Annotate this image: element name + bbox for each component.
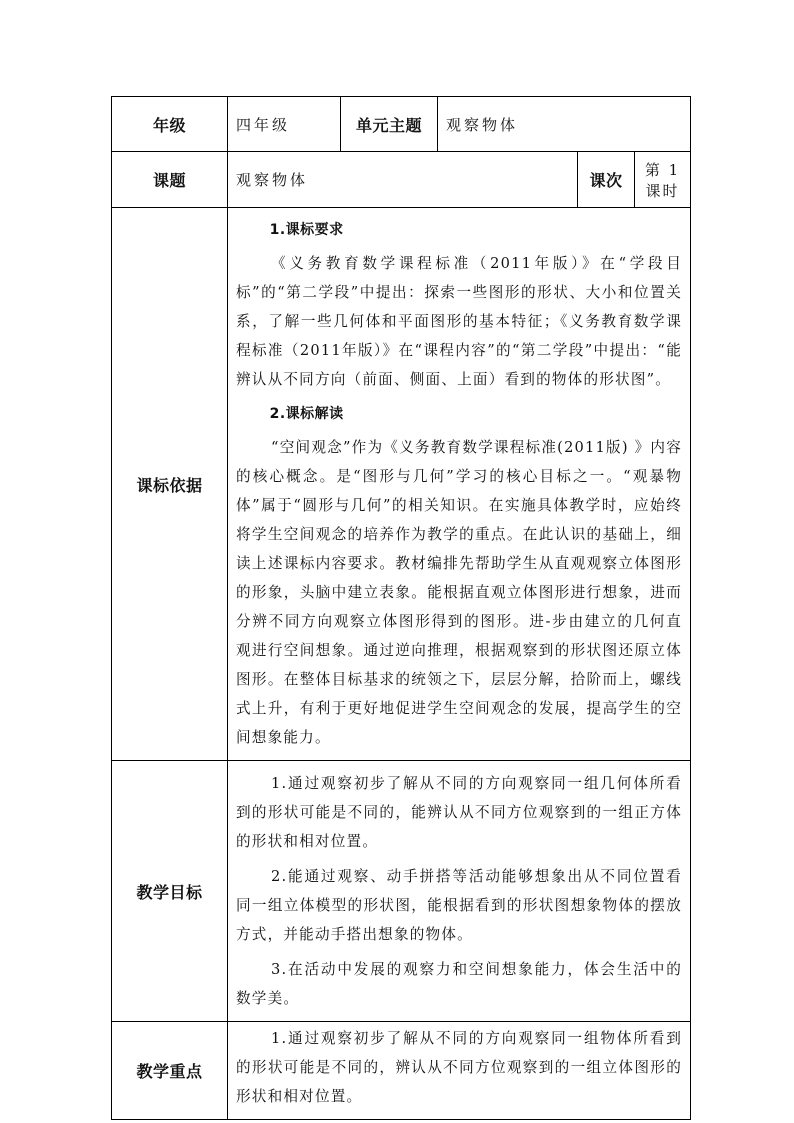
grade-label: 年级	[112, 97, 228, 152]
key-points-row	[112, 1022, 691, 1120]
header-row	[112, 97, 691, 152]
unit-value: 观察物体	[438, 97, 691, 152]
basis-label: 课标依据	[112, 208, 228, 761]
objective-item: 2.能通过观察、动手拼搭等活动能够想象出从不同位置看同一组立体模型的形状图，能根据看到的形状图想象物体的摆放方式，并能动手搭出想象的物体。	[236, 868, 683, 943]
lesson-label: 课次	[578, 152, 635, 208]
basis-section-heading: 2.课标解读	[269, 406, 344, 422]
basis-row	[112, 208, 691, 761]
topic-value: 观察物体	[228, 152, 578, 208]
basis-section-text: 《义务教育数学课程标准（2011年版）》在“学段目标”的“第二学段”中提出：探索一些图形的形状、大小和位置关系，了解一些几何体和平面图形的基本特征；《义务教育数学课程标准（2011年版）》在“课程内容”的“第二学段”中提出：“能辨认从不同方向（前面、侧面、上面）看到的物体的形状图”。	[236, 255, 683, 388]
grade-value: 四年级	[228, 97, 341, 152]
basis-section-heading: 1.课标要求	[269, 222, 344, 238]
lesson-value: 第 1 课时	[635, 152, 691, 208]
objectives-content	[228, 761, 691, 1022]
unit-label: 单元主题	[341, 97, 438, 152]
basis-content	[228, 208, 691, 761]
topic-label: 课题	[112, 152, 228, 208]
objectives-label: 教学目标	[112, 761, 228, 1022]
objective-item: 1.通过观察初步了解从不同的方向观察同一组几何体所看到的形状可能是不同的，能辨认从不同方位观察到的一组正方体的形状和相对位置。	[236, 775, 683, 850]
basis-section-text: “空间观念”作为《义务教育数学课程标准(2011版) 》内容的核心概念。是“图形与几何”学习的核心目标之一。“观暴物体”属于“圆形与几何”的相关知识。在实施具体教学时，应始终将学生空间观念的培养作为教学的重点。在此认识的基础上，细读上述课标内容要求。教材编排先帮助学生从直观观察立体图形的形象，头脑中建立表象。能根据直观立体图形进行想象，进而分辨不同方向观察立体图形得到的图形。进-步由建立的几何直观进行空间想象。通过逆向推理，根据观察到的形状图还原立体图形。在整体目标基求的统领之下，层层分解，拾阶而上，螺线式上升，有利于更好地促进学生空间观念的发展，提高学生的空间想象能力。	[236, 439, 683, 746]
key-points-label: 教学重点	[112, 1022, 228, 1120]
lesson-plan-table	[111, 96, 691, 1120]
key-point-item: 1.通过观察初步了解从不同的方向观察同一组物体所看到的形状可能是不同的，辨认从不同方位观察到的一组立体图形的形状和相对位置。	[236, 1030, 683, 1105]
objectives-row	[112, 761, 691, 1022]
objective-item: 3.在活动中发展的观察力和空间想象能力，体会生活中的数学美。	[236, 961, 683, 1007]
topic-row	[112, 152, 691, 208]
key-points-content	[228, 1022, 691, 1120]
